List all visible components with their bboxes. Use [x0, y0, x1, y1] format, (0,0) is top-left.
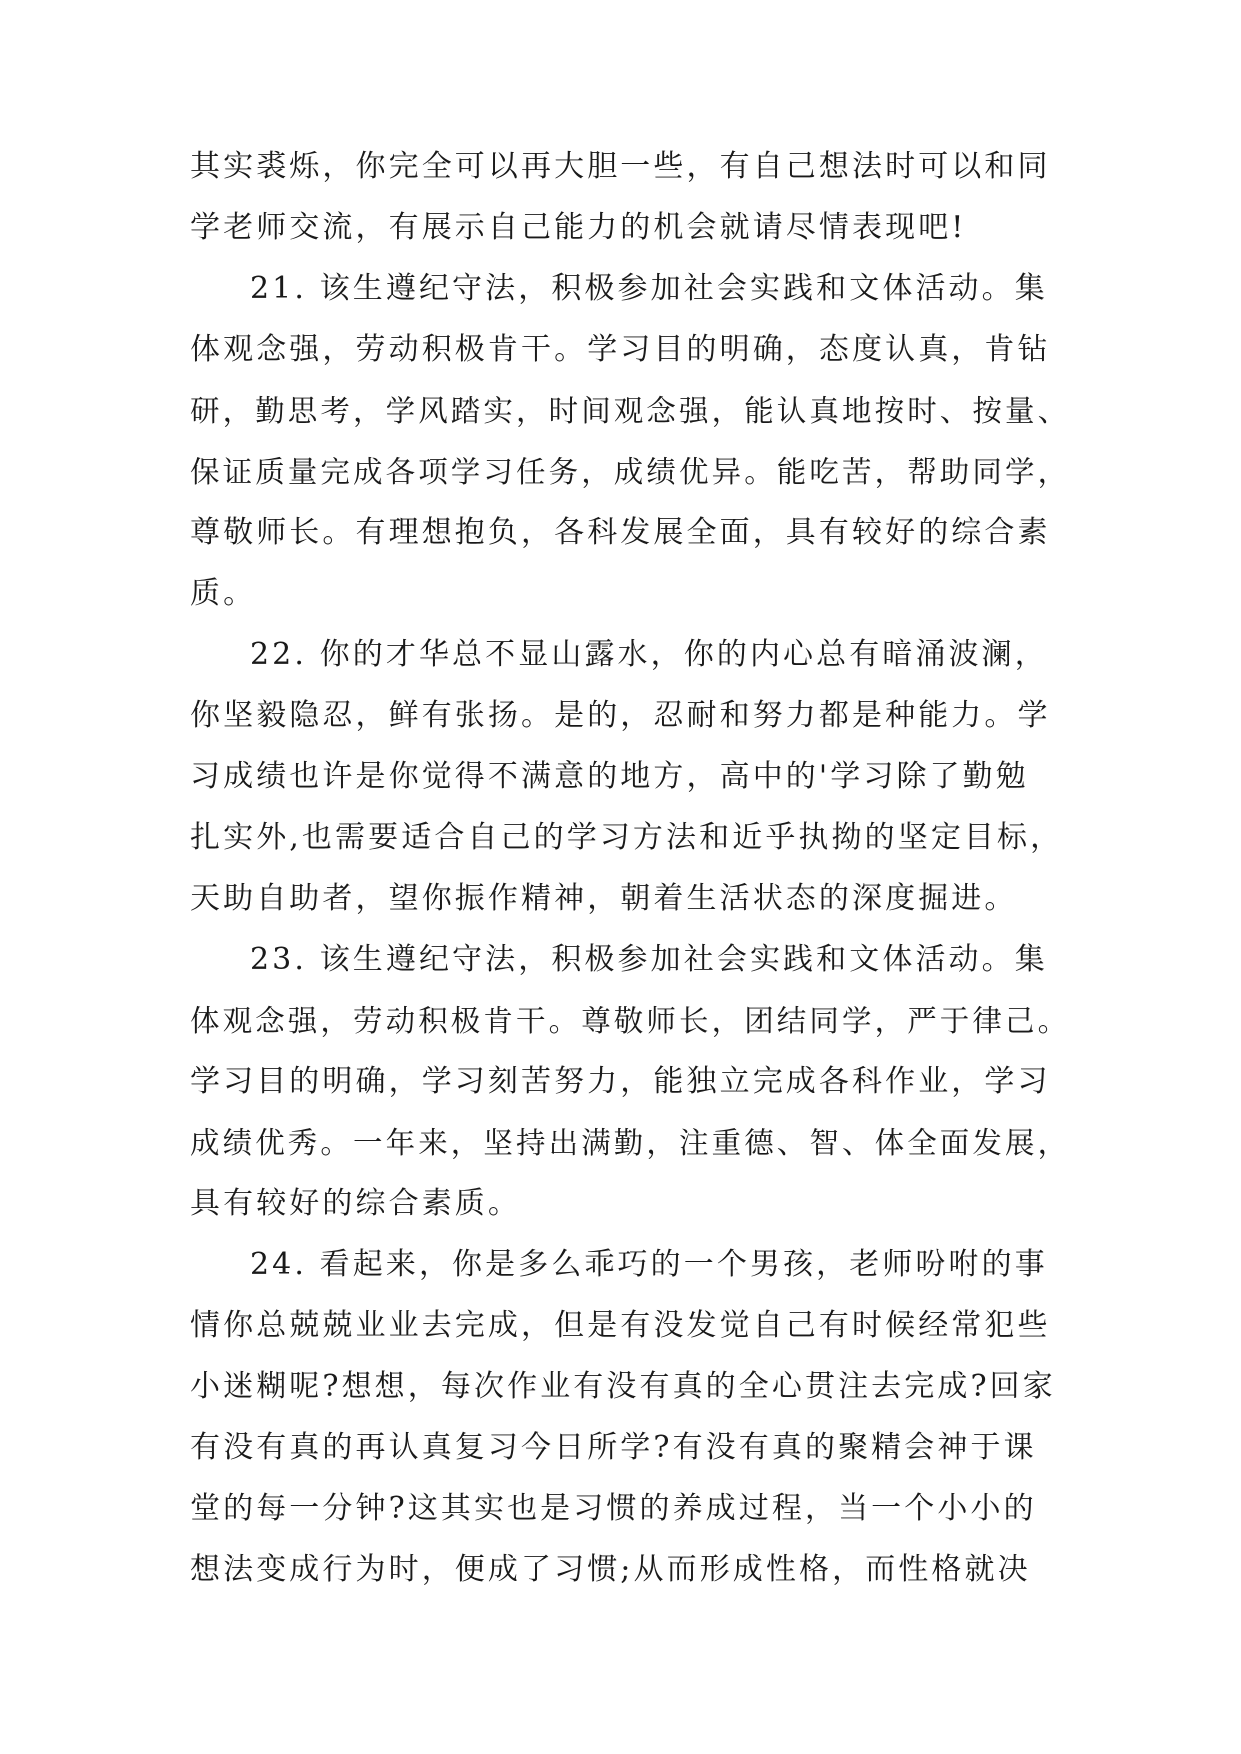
text-line: 成绩优秀。一年来，坚持出满勤，注重德、智、体全面发展，	[190, 1126, 1071, 1160]
text-line: 小迷糊呢?想想，每次作业有没有真的全心贯注去完成?回家	[190, 1369, 1056, 1404]
paragraph-24-start: 24. 看起来，你是多么乖巧的一个男孩，老师吩咐的事	[250, 1247, 1048, 1282]
text-line: 具有较好的综合素质。	[190, 1186, 521, 1221]
text-line: 体观念强，劳动积极肯干。尊敬师长，团结同学，严于律己。	[190, 1004, 1071, 1038]
text-line: 有没有真的再认真复习今日所学?有没有真的聚精会神于课	[190, 1430, 1037, 1465]
text-line: 保证质量完成各项学习任务，成绩优异。能吃苦，帮助同学，	[190, 455, 1071, 489]
text-line: 想法变成行为时，便成了习惯;从而形成性格，而性格就决	[190, 1552, 1031, 1587]
text-line: 习成绩也许是你觉得不满意的地方，高中的'学习除了勤勉	[190, 759, 1029, 794]
text-line: 你坚毅隐忍，鲜有张扬。是的，忍耐和努力都是种能力。学	[190, 698, 1051, 733]
text-line: 尊敬师长。有理想抱负，各科发展全面，具有较好的综合素	[190, 515, 1051, 550]
text-line: 天助自助者，望你振作精神，朝着生活状态的深度掘进。	[190, 881, 1018, 916]
text-line: 其实裘烁，你完全可以再大胆一些，有自己想法时可以和同	[190, 149, 1051, 184]
text-line: 质。	[190, 576, 257, 611]
text-line: 学老师交流，有展示自己能力的机会就请尽情表现吧!	[190, 210, 967, 245]
text-line: 堂的每一分钟?这其实也是习惯的养成过程，当一个小小的	[190, 1491, 1037, 1526]
paragraph-22-start: 22. 你的才华总不显山露水，你的内心总有暗涌波澜，	[250, 637, 1048, 672]
paragraph-23-start: 23. 该生遵纪守法，积极参加社会实践和文体活动。集	[250, 942, 1048, 977]
text-line: 扎实外,也需要适合自己的学习方法和近乎执拗的坚定目标，	[190, 820, 1064, 855]
text-line: 研，勤思考，学风踏实，时间观念强，能认真地按时、按量、	[190, 394, 1071, 428]
text-line: 情你总兢兢业业去完成，但是有没发觉自己有时候经常犯些	[190, 1308, 1051, 1343]
text-line: 体观念强，劳动积极肯干。学习目的明确，态度认真，肯钻	[190, 332, 1051, 367]
text-line: 学习目的明确，学习刻苦努力，能独立完成各科作业，学习	[190, 1064, 1051, 1099]
paragraph-21-start: 21. 该生遵纪守法，积极参加社会实践和文体活动。集	[250, 271, 1048, 306]
